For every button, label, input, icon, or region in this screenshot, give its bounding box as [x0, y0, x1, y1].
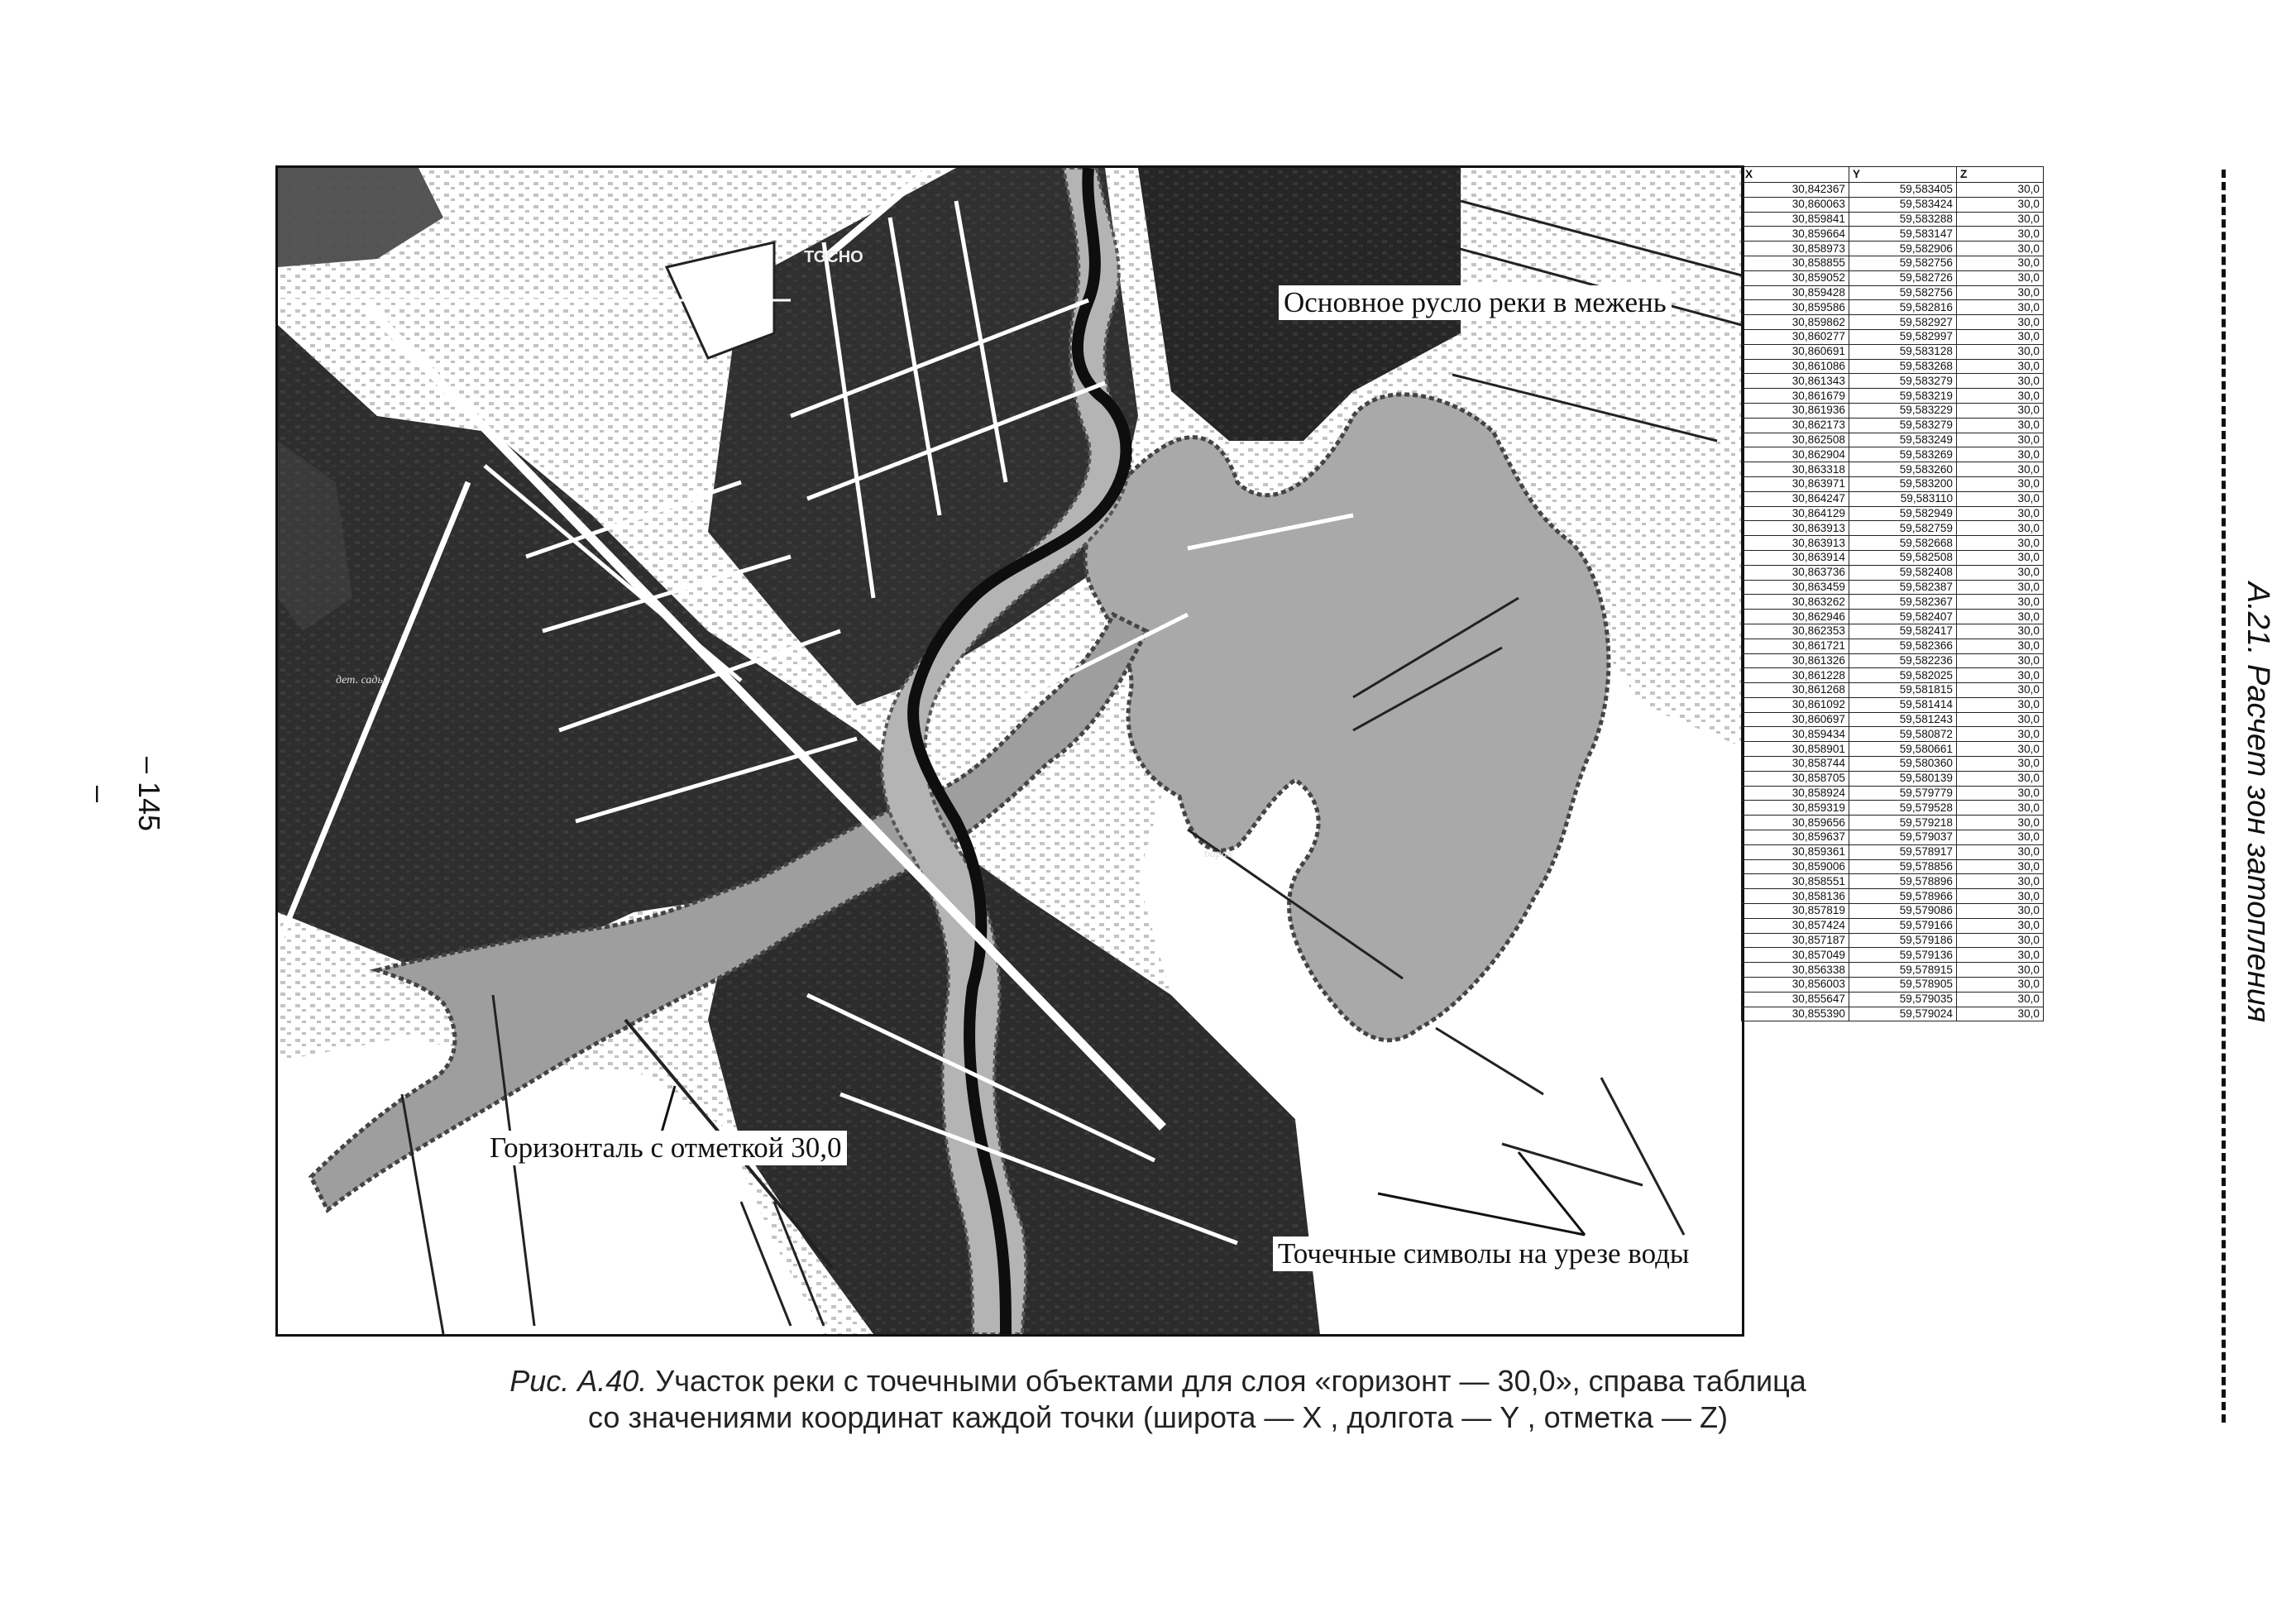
cell-y: 59,582756 [1849, 285, 1957, 300]
cell-z: 30,0 [1957, 683, 2044, 698]
cell-z: 30,0 [1957, 491, 2044, 506]
cell-z: 30,0 [1957, 212, 2044, 227]
cell-x: 30,863262 [1742, 595, 1849, 610]
cell-z: 30,0 [1957, 830, 2044, 845]
cell-y: 59,581414 [1849, 697, 1957, 712]
cell-x: 30,863914 [1742, 550, 1849, 565]
cell-y: 59,582387 [1849, 580, 1957, 595]
table-row [1742, 256, 2044, 270]
table-row [1742, 476, 2044, 491]
cell-x: 30,859052 [1742, 270, 1849, 285]
cell-x: 30,864247 [1742, 491, 1849, 506]
cell-y: 59,581815 [1849, 683, 1957, 698]
cell-x: 30,856338 [1742, 963, 1849, 978]
column-header-z: Z [1957, 167, 2044, 183]
map-label-town: ТОСНО [804, 248, 863, 266]
cell-x: 30,859664 [1742, 227, 1849, 242]
cell-x: 30,862904 [1742, 447, 1849, 462]
cell-x: 30,859862 [1742, 315, 1849, 330]
cell-z: 30,0 [1957, 447, 2044, 462]
cell-z: 30,0 [1957, 270, 2044, 285]
cell-x: 30,859319 [1742, 801, 1849, 816]
cell-z: 30,0 [1957, 183, 2044, 198]
cell-y: 59,583147 [1849, 227, 1957, 242]
cell-x: 30,860691 [1742, 344, 1849, 359]
cell-z: 30,0 [1957, 771, 2044, 786]
column-header-x: X [1742, 167, 1849, 183]
cell-y: 59,582366 [1849, 639, 1957, 653]
table-row [1742, 742, 2044, 757]
table-row [1742, 859, 2044, 874]
cell-y: 59,579024 [1849, 1007, 1957, 1021]
table-row [1742, 727, 2044, 742]
table-row [1742, 904, 2044, 919]
table-row [1742, 227, 2044, 242]
table-row [1742, 285, 2044, 300]
cell-x: 30,860697 [1742, 712, 1849, 727]
cell-x: 30,861092 [1742, 697, 1849, 712]
table-header-row [1742, 167, 2044, 183]
column-header-y: Y [1849, 167, 1957, 183]
figure-caption [496, 1363, 1820, 1436]
table-row [1742, 668, 2044, 683]
table-row [1742, 242, 2044, 256]
cell-y: 59,578915 [1849, 963, 1957, 978]
cell-z: 30,0 [1957, 550, 2044, 565]
cell-z: 30,0 [1957, 639, 2044, 653]
cell-x: 30,858136 [1742, 889, 1849, 904]
table-row [1742, 359, 2044, 374]
cell-z: 30,0 [1957, 300, 2044, 315]
cell-x: 30,861268 [1742, 683, 1849, 698]
cell-y: 59,583279 [1849, 418, 1957, 433]
cell-y: 59,582949 [1849, 506, 1957, 521]
cell-z: 30,0 [1957, 978, 2044, 993]
cell-x: 30,858973 [1742, 242, 1849, 256]
cell-z: 30,0 [1957, 859, 2044, 874]
cell-y: 59,580139 [1849, 771, 1957, 786]
cell-y: 59,579218 [1849, 816, 1957, 830]
table-row [1742, 889, 2044, 904]
map-label-riverbed: Основное русло реки в межень [1279, 285, 1672, 320]
cell-z: 30,0 [1957, 624, 2044, 639]
cell-y: 59,578856 [1849, 859, 1957, 874]
table-row [1742, 948, 2044, 963]
table-row [1742, 506, 2044, 521]
cell-z: 30,0 [1957, 933, 2044, 948]
cell-z: 30,0 [1957, 476, 2044, 491]
cell-x: 30,861721 [1742, 639, 1849, 653]
table-row [1742, 1007, 2044, 1021]
cell-x: 30,859656 [1742, 816, 1849, 830]
table-row [1742, 595, 2044, 610]
running-title: А.21. Расчет зон затопления [2241, 581, 2275, 1023]
cell-z: 30,0 [1957, 904, 2044, 919]
cell-x: 30,863459 [1742, 580, 1849, 595]
map-label-shelter: барак [1204, 848, 1233, 860]
cell-y: 59,582025 [1849, 668, 1957, 683]
table-row [1742, 521, 2044, 536]
cell-z: 30,0 [1957, 963, 2044, 978]
cell-x: 30,858855 [1742, 256, 1849, 270]
cell-x: 30,859586 [1742, 300, 1849, 315]
cell-y: 59,578917 [1849, 844, 1957, 859]
cell-x: 30,864129 [1742, 506, 1849, 521]
cell-z: 30,0 [1957, 433, 2044, 447]
cell-y: 59,579186 [1849, 933, 1957, 948]
cell-y: 59,582407 [1849, 610, 1957, 624]
cell-z: 30,0 [1957, 344, 2044, 359]
cell-z: 30,0 [1957, 329, 2044, 344]
table-row [1742, 992, 2044, 1007]
table-row [1742, 874, 2044, 889]
coordinates-table [1741, 166, 2044, 1021]
cell-x: 30,857424 [1742, 918, 1849, 933]
cell-y: 59,582759 [1849, 521, 1957, 536]
cell-y: 59,578966 [1849, 889, 1957, 904]
table-row [1742, 374, 2044, 389]
cell-z: 30,0 [1957, 948, 2044, 963]
cell-z: 30,0 [1957, 697, 2044, 712]
cell-x: 30,861228 [1742, 668, 1849, 683]
cell-z: 30,0 [1957, 918, 2044, 933]
table-row [1742, 329, 2044, 344]
cell-x: 30,858744 [1742, 757, 1849, 772]
cell-x: 30,857187 [1742, 933, 1849, 948]
cell-y: 59,582816 [1849, 300, 1957, 315]
flood-zone-map [275, 165, 1744, 1337]
cell-x: 30,863971 [1742, 476, 1849, 491]
cell-y: 59,578905 [1849, 978, 1957, 993]
cell-y: 59,582236 [1849, 653, 1957, 668]
cell-y: 59,582927 [1849, 315, 1957, 330]
cell-x: 30,855647 [1742, 992, 1849, 1007]
table-row [1742, 403, 2044, 418]
cell-z: 30,0 [1957, 227, 2044, 242]
cell-z: 30,0 [1957, 712, 2044, 727]
map-label-contour: Горизонталь с отметкой 30,0 [485, 1131, 847, 1165]
cell-z: 30,0 [1957, 727, 2044, 742]
cell-z: 30,0 [1957, 816, 2044, 830]
cell-z: 30,0 [1957, 844, 2044, 859]
cell-x: 30,859006 [1742, 859, 1849, 874]
cell-y: 59,583219 [1849, 389, 1957, 404]
cell-x: 30,861936 [1742, 403, 1849, 418]
table-row [1742, 447, 2044, 462]
cell-x: 30,861326 [1742, 653, 1849, 668]
table-row [1742, 462, 2044, 477]
cell-x: 30,858924 [1742, 786, 1849, 801]
table-row [1742, 816, 2044, 830]
cell-y: 59,583200 [1849, 476, 1957, 491]
cell-z: 30,0 [1957, 418, 2044, 433]
cell-x: 30,861679 [1742, 389, 1849, 404]
cell-z: 30,0 [1957, 242, 2044, 256]
table-row [1742, 197, 2044, 212]
cell-z: 30,0 [1957, 668, 2044, 683]
cell-y: 59,579037 [1849, 830, 1957, 845]
cell-x: 30,860063 [1742, 197, 1849, 212]
cell-x: 30,859841 [1742, 212, 1849, 227]
cell-y: 59,582756 [1849, 256, 1957, 270]
cell-z: 30,0 [1957, 285, 2044, 300]
table-row [1742, 933, 2044, 948]
cell-y: 59,581243 [1849, 712, 1957, 727]
map-label-kindergarten: дет. сады [336, 674, 385, 686]
cell-z: 30,0 [1957, 462, 2044, 477]
table-row [1742, 683, 2044, 698]
cell-z: 30,0 [1957, 389, 2044, 404]
cell-y: 59,579779 [1849, 786, 1957, 801]
cell-y: 59,583110 [1849, 491, 1957, 506]
table-row [1742, 270, 2044, 285]
table-row [1742, 963, 2044, 978]
cell-y: 59,579086 [1849, 904, 1957, 919]
cell-z: 30,0 [1957, 536, 2044, 551]
table-row [1742, 918, 2044, 933]
cell-y: 59,579136 [1849, 948, 1957, 963]
table-row [1742, 786, 2044, 801]
cell-z: 30,0 [1957, 315, 2044, 330]
table-row [1742, 830, 2044, 845]
cell-z: 30,0 [1957, 992, 2044, 1007]
table-row [1742, 433, 2044, 447]
cell-y: 59,580872 [1849, 727, 1957, 742]
table-row [1742, 536, 2044, 551]
cell-x: 30,857819 [1742, 904, 1849, 919]
table-row [1742, 580, 2044, 595]
table-row [1742, 712, 2044, 727]
cell-y: 59,583288 [1849, 212, 1957, 227]
cell-x: 30,842367 [1742, 183, 1849, 198]
cell-y: 59,583260 [1849, 462, 1957, 477]
cell-x: 30,855390 [1742, 1007, 1849, 1021]
table-row [1742, 344, 2044, 359]
table-row [1742, 418, 2044, 433]
cell-z: 30,0 [1957, 580, 2044, 595]
table-row [1742, 771, 2044, 786]
cell-z: 30,0 [1957, 595, 2044, 610]
cell-y: 59,583279 [1849, 374, 1957, 389]
cell-x: 30,859434 [1742, 727, 1849, 742]
caption-line-1: Участок реки с точечными объектами для слоя «горизонт — 30,0», справа таблица [655, 1364, 1806, 1398]
table-row [1742, 844, 2044, 859]
cell-y: 59,583128 [1849, 344, 1957, 359]
cell-z: 30,0 [1957, 403, 2044, 418]
table-row [1742, 639, 2044, 653]
cell-z: 30,0 [1957, 521, 2044, 536]
table-row [1742, 801, 2044, 816]
figure-number: Рис. А.40. [509, 1364, 648, 1398]
cell-x: 30,861086 [1742, 359, 1849, 374]
cell-x: 30,858705 [1742, 771, 1849, 786]
cell-x: 30,860277 [1742, 329, 1849, 344]
cell-y: 59,582726 [1849, 270, 1957, 285]
cell-x: 30,863736 [1742, 565, 1849, 580]
table-row [1742, 315, 2044, 330]
table-row [1742, 550, 2044, 565]
cell-z: 30,0 [1957, 565, 2044, 580]
cell-y: 59,582668 [1849, 536, 1957, 551]
table-row [1742, 610, 2044, 624]
page-number: – 145 – [83, 756, 166, 832]
cell-x: 30,858901 [1742, 742, 1849, 757]
table-row [1742, 491, 2044, 506]
cell-z: 30,0 [1957, 1007, 2044, 1021]
cell-x: 30,863913 [1742, 521, 1849, 536]
table-row [1742, 212, 2044, 227]
cell-z: 30,0 [1957, 359, 2044, 374]
cell-y: 59,583424 [1849, 197, 1957, 212]
cell-y: 59,582417 [1849, 624, 1957, 639]
margin-dashed-rule [2222, 170, 2226, 1423]
table-row [1742, 389, 2044, 404]
cell-x: 30,857049 [1742, 948, 1849, 963]
cell-x: 30,862946 [1742, 610, 1849, 624]
cell-y: 59,580360 [1849, 757, 1957, 772]
cell-y: 59,583249 [1849, 433, 1957, 447]
map-label-points: Точечные символы на урезе воды [1273, 1237, 1694, 1271]
cell-y: 59,583268 [1849, 359, 1957, 374]
cell-y: 59,582997 [1849, 329, 1957, 344]
cell-z: 30,0 [1957, 801, 2044, 816]
cell-z: 30,0 [1957, 786, 2044, 801]
cell-y: 59,582906 [1849, 242, 1957, 256]
cell-y: 59,583229 [1849, 403, 1957, 418]
cell-y: 59,579166 [1849, 918, 1957, 933]
cell-x: 30,862353 [1742, 624, 1849, 639]
cell-z: 30,0 [1957, 874, 2044, 889]
cell-x: 30,863913 [1742, 536, 1849, 551]
cell-z: 30,0 [1957, 197, 2044, 212]
cell-y: 59,582508 [1849, 550, 1957, 565]
table-row [1742, 300, 2044, 315]
cell-x: 30,858551 [1742, 874, 1849, 889]
cell-z: 30,0 [1957, 256, 2044, 270]
table-row [1742, 653, 2044, 668]
table-row [1742, 978, 2044, 993]
table-row [1742, 697, 2044, 712]
cell-x: 30,863318 [1742, 462, 1849, 477]
cell-z: 30,0 [1957, 374, 2044, 389]
cell-y: 59,583405 [1849, 183, 1957, 198]
cell-x: 30,861343 [1742, 374, 1849, 389]
cell-y: 59,579035 [1849, 992, 1957, 1007]
table-row [1742, 183, 2044, 198]
cell-y: 59,582367 [1849, 595, 1957, 610]
cell-z: 30,0 [1957, 610, 2044, 624]
cell-x: 30,859637 [1742, 830, 1849, 845]
cell-z: 30,0 [1957, 506, 2044, 521]
cell-z: 30,0 [1957, 742, 2044, 757]
cell-y: 59,583269 [1849, 447, 1957, 462]
cell-x: 30,859428 [1742, 285, 1849, 300]
cell-x: 30,862508 [1742, 433, 1849, 447]
cell-y: 59,579528 [1849, 801, 1957, 816]
cell-y: 59,580661 [1849, 742, 1957, 757]
cell-y: 59,578896 [1849, 874, 1957, 889]
cell-x: 30,856003 [1742, 978, 1849, 993]
cell-x: 30,859361 [1742, 844, 1849, 859]
caption-line-2: со значениями координат каждой точки (широта — X , долгота — Y , отметка — Z) [588, 1400, 1728, 1434]
cell-x: 30,862173 [1742, 418, 1849, 433]
cell-z: 30,0 [1957, 889, 2044, 904]
table-row [1742, 624, 2044, 639]
cell-z: 30,0 [1957, 653, 2044, 668]
cell-y: 59,582408 [1849, 565, 1957, 580]
table-row [1742, 565, 2044, 580]
table-row [1742, 757, 2044, 772]
cell-z: 30,0 [1957, 757, 2044, 772]
